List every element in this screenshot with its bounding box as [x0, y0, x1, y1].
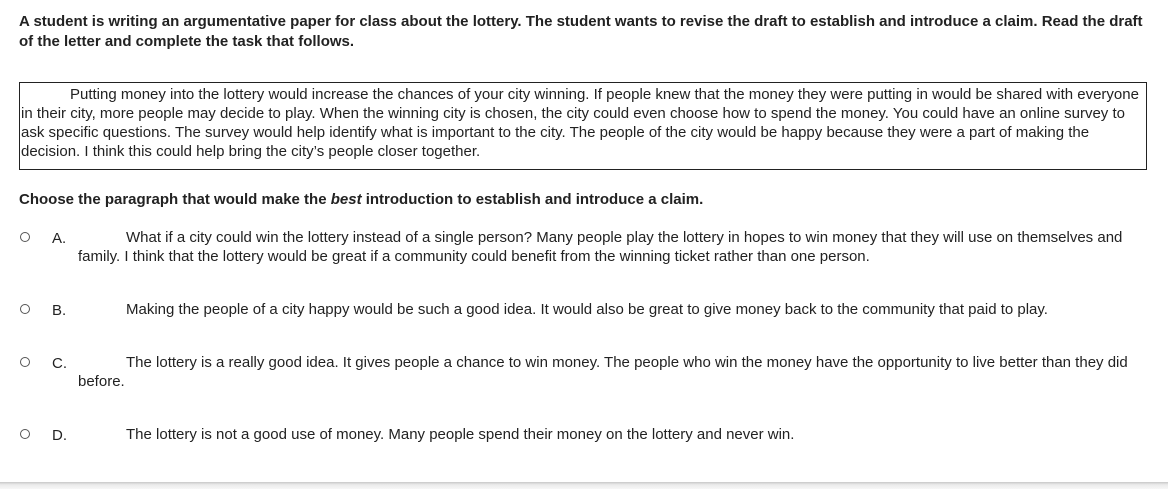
radio-button-a[interactable] — [20, 232, 30, 242]
page-bottom-shadow — [0, 482, 1168, 489]
question-text-after: introduction to establish and introduce a claim. — [361, 191, 704, 208]
option-text-a: What if a city could win the lottery instead of a single person? Many people play the lottery in hopes to win money that they will use on themselves and family. I think that the lottery would be great if a community could benefit from the winning ticket rather than one person. — [78, 229, 1123, 265]
question-prompt — [19, 190, 703, 210]
radio-button-d[interactable] — [20, 429, 30, 439]
option-letter-c: C. — [52, 355, 67, 372]
option-letter-d: D. — [52, 427, 67, 444]
option-letter-a: A. — [52, 230, 67, 247]
answer-option-b[interactable] — [19, 300, 1149, 319]
answer-option-c[interactable] — [19, 353, 1149, 391]
option-text-b: Making the people of a city happy would be such a good idea. It would also be great to give money back to the community that paid to play. — [126, 301, 1048, 318]
task-instructions: A student is writing an argumentative paper for class about the lottery. The student wants to revise the draft to establish and introduce a claim. Read the draft of the letter and complete the task that follows. — [19, 13, 1143, 50]
answer-option-a[interactable] — [19, 228, 1149, 266]
radio-button-c[interactable] — [20, 357, 30, 367]
answer-option-d[interactable] — [19, 425, 1149, 444]
option-text-c: The lottery is a really good idea. It gives people a chance to win money. The people who win the money have the opportunity to live better than they did before. — [78, 354, 1128, 390]
option-letter-b: B. — [52, 302, 67, 319]
draft-passage-text: Putting money into the lottery would increase the chances of your city winning. If people knew that the money they were putting in would be shared with everyone in their city, more people may decide to play. When the winning city is chosen, the city could even choose how to spend the money. You could have an online survey to ask specific questions. The survey would help identify what is important to the city. The people of the city would be happy because they were a part of making the decision. I think this could help bring the city’s people closer together. — [21, 86, 1139, 160]
question-emphasis: best — [330, 191, 362, 208]
option-text-d: The lottery is not a good use of money. Many people spend their money on the lottery and never win. — [126, 426, 795, 443]
radio-button-b[interactable] — [20, 304, 30, 314]
question-text-before: Choose the paragraph that would make the — [19, 191, 331, 208]
draft-passage-box — [19, 82, 1147, 170]
